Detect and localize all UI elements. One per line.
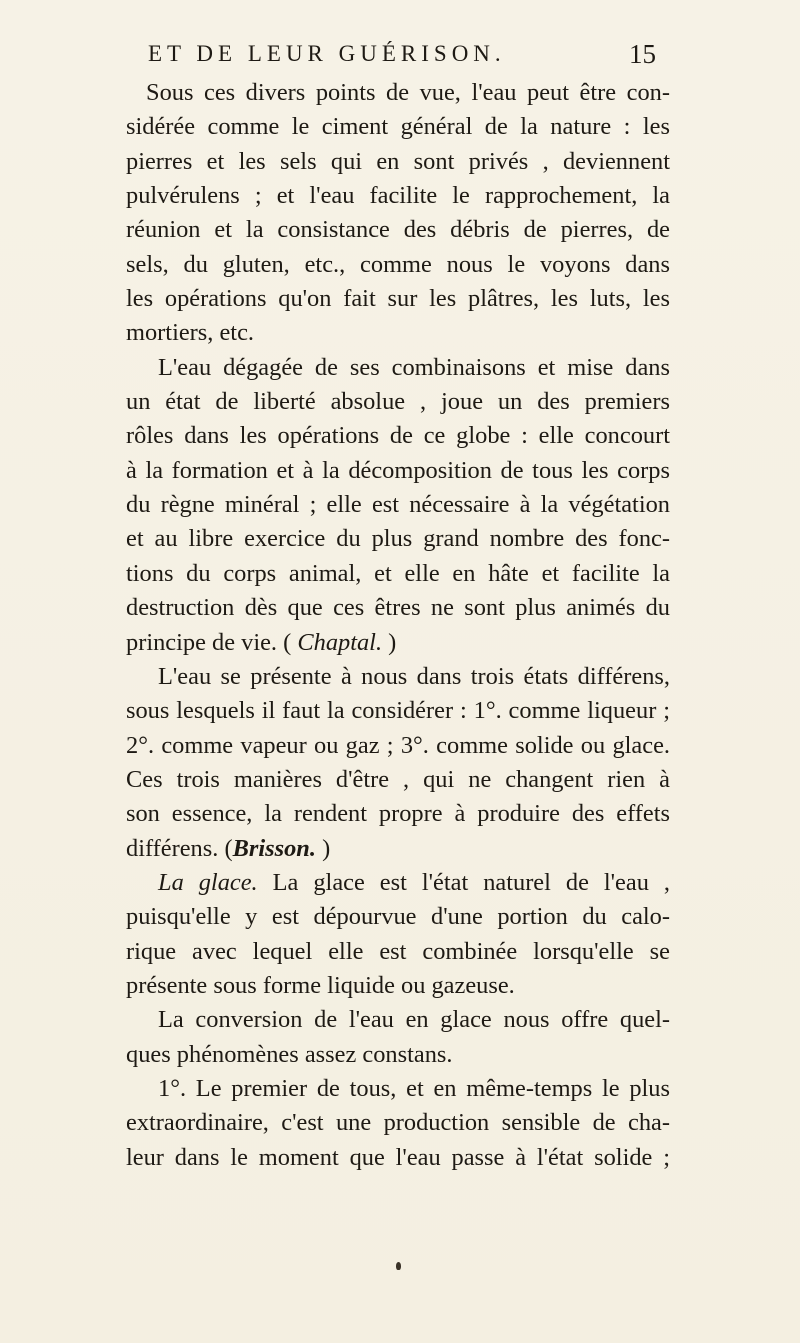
text-fragment: différens. [126,834,219,862]
text-line: pulvérulens ; et l'eau facilite le rapprochement, la [126,182,670,210]
text-line: son essence, la rendent propre à produire des effets [126,800,670,828]
text-line: du règne minéral ; elle est nécessaire à la végétation [126,491,670,519]
text-fragment: principe de vie. [126,628,278,656]
paragraph-2 [126,351,670,660]
text-line: présente sous forme liquide ou gazeuse. [126,971,515,999]
paragraph-5 [126,1003,670,1072]
text-line: pierres et les sels qui en sont privés , deviennent [126,147,670,175]
text-line: tions du corps animal, et elle en hâte et facilite la [126,559,670,587]
text-line: Sous ces divers points de vue, l'eau peut être con- [146,79,670,106]
paragraph-3 [126,660,670,866]
page-number: 15 [629,39,656,69]
text-line: et au libre exercice du plus grand nombre des fonc- [126,525,670,553]
section-heading-la-glace: La glace. [158,868,258,896]
citation-brisson: Brisson. [232,834,316,862]
text-line: puisqu'elle y est dépourvue d'une portion du calo- [126,903,670,931]
text-line: les opérations qu'on fait sur les plâtres, les luts, les [126,285,670,313]
paragraph-6 [126,1072,670,1175]
text-line: réunion et la consistance des débris de pierres, de [126,216,670,244]
text-fragment: La glace est l'état naturel de l'eau , [272,868,670,896]
text-line: 2°. comme vapeur ou gaz ; 3°. comme solide ou glace. [126,731,670,759]
text-line: leur dans le moment que l'eau passe à l'état solide ; [126,1143,670,1171]
text-line: extraordinaire, c'est une production sensible de cha- [126,1109,670,1137]
text-line: sous lesquels il faut la considérer : 1°. comme liqueur ; [126,697,670,725]
text-line: La conversion de l'eau en glace nous offre quel- [158,1006,670,1034]
text-line: L'eau dégagée de ses combinaisons et mise dans [158,353,670,381]
text-line: sidérée comme le ciment général de la nature : les [126,113,670,141]
running-title: ET DE LEUR GUÉRISON. [148,41,506,66]
ink-dot [396,1262,401,1270]
text-line-with-citation: principe de vie. ( Chaptal. ) [126,628,397,656]
citation-chaptal: Chaptal. [297,628,383,656]
text-line: sels, du gluten, etc., comme nous le voyons dans [126,250,670,278]
text-line: ques phénomènes assez constans. [126,1040,453,1068]
text-line: à la formation et à la décomposition de tous les corps [126,456,670,484]
paragraph-1 [126,76,670,351]
text-line: Ces trois manières d'être , qui ne changent rien à [126,765,670,793]
text-line: destruction dès que ces êtres ne sont plus animés du [126,594,670,622]
body-text [126,76,670,1175]
paragraph-4 [126,866,670,1003]
text-line-with-citation: différens. (Brisson. ) [126,834,331,862]
text-line: un état de liberté absolue , joue un des premiers [126,388,670,416]
text-line: 1°. Le premier de tous, et en même-temps le plus [158,1074,670,1102]
page-header [148,36,656,72]
text-line: rôles dans les opérations de ce globe : elle concourt [126,422,670,450]
text-line: rique avec lequel elle est combinée lorsqu'elle se [126,937,670,965]
text-line: mortiers, etc. [126,319,255,347]
text-line-la-glace [126,866,670,900]
text-line: L'eau se présente à nous dans trois états différens, [158,662,670,690]
